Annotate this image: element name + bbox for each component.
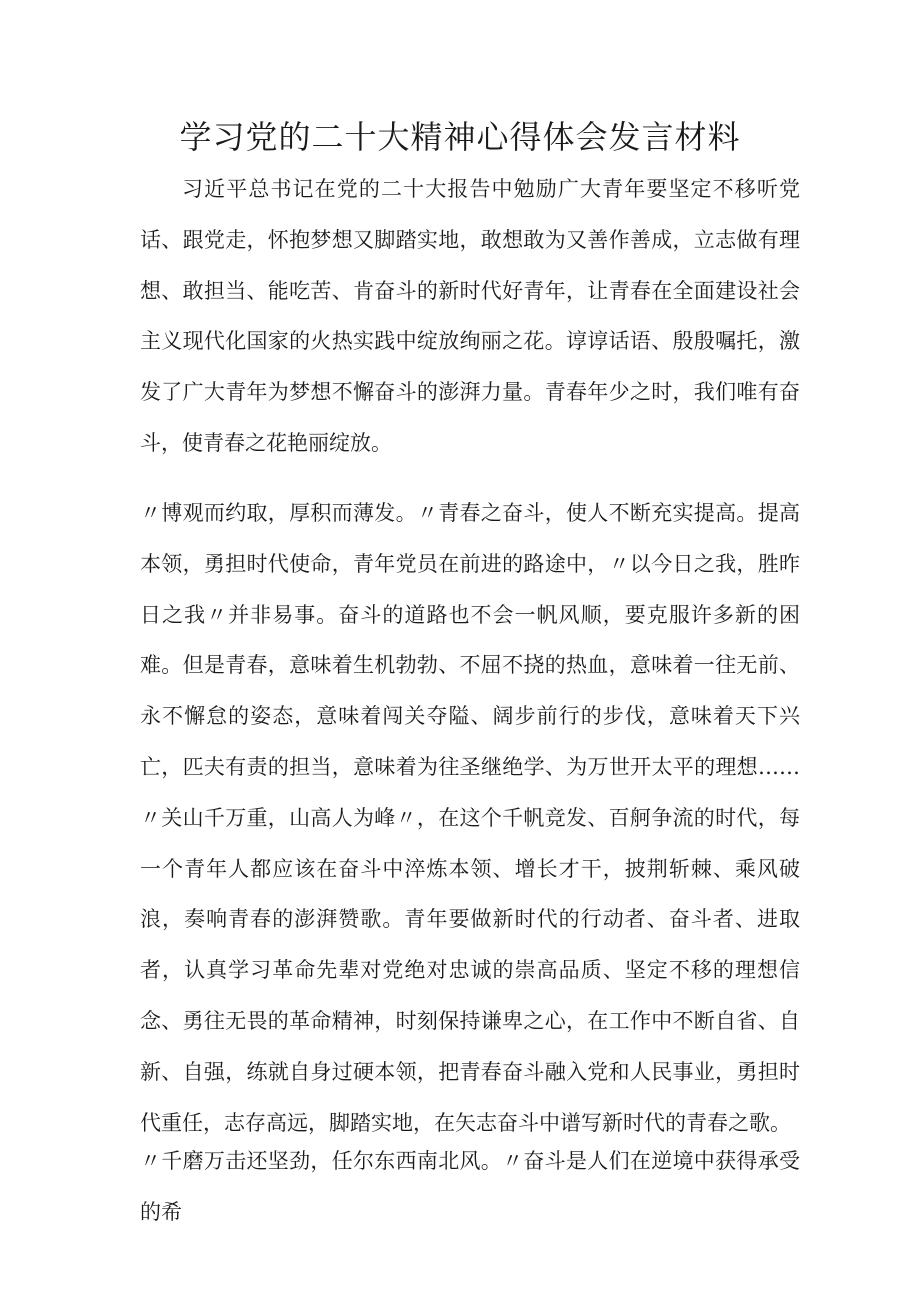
document-title: 学习党的二十大精神心得体会发言材料 <box>179 118 741 156</box>
paragraph-2: 〃博观而约取，厚积而薄发。〃青春之奋斗，使人不断充实提高。提高本领，勇担时代使命，青年党员在前进的路途中，〃以今日之我，胜昨日之我〃并非易事。奋斗的道路也不会一帆风顺，要克服许多新的困难。但是青春，意味着生机勃勃、不屈不挠的热血，意味着一往无前、永不懈怠的姿态，意味着闯关夺隘、阔步前行的步伐，意味着天下兴亡，匹夫有责的担当，意味着为往圣继绝学、为万世开太平的理想……〃关山千万重，山高人为峰〃，在这个千帆竞发、百舸争流的时代，每一个青年人都应该在奋斗中淬炼本领、增长才干，披荆斩棘、乘风破浪，奏响青春的澎湃赞歌。青年要做新时代的行动者、奋斗者、进取者，认真学习革命先辈对党绝对忠诚的崇高品质、坚定不移的理想信念、勇往无畏的革命精神，时刻保持谦卑之心，在工作中不断自省、自新、自强，练就自身过硬本领，把青春奋斗融入党和人民事业，勇担时代重任，志存高远，脚踏实地，在矢志奋斗中谱写新时代的青春之歌。 <box>140 501 800 1135</box>
paragraph-3: 〃千磨万击还坚劲，任尔东西南北风。〃奋斗是人们在逆境中获得承受的希 <box>140 1149 800 1224</box>
paragraph-1: 习近平总书记在党的二十大报告中勉励广大青年要坚定不移听党话、跟党走，怀抱梦想又脚踏实地，敢想敢为又善作善成，立志做有理想、敢担当、能吃苦、肯奋斗的新时代好青年，让青春在全面建设社会主义现代化国家的火热实践中绽放绚丽之花。谆谆话语、殷殷嘱托，激发了广大青年为梦想不懈奋斗的澎湃力量。青春年少之时，我们唯有奋斗，使青春之花艳丽绽放。 <box>140 177 800 455</box>
